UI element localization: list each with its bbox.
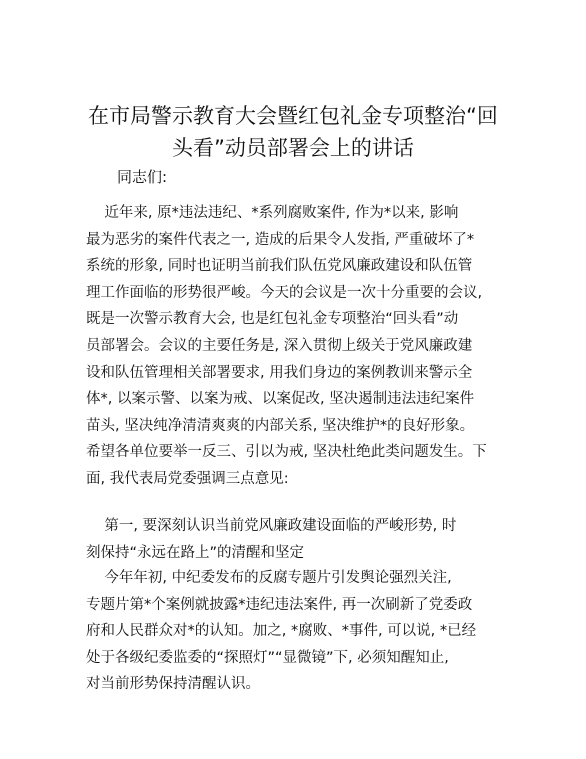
title-line: 头看”动员部署会上的讲话	[172, 136, 414, 160]
text-line: 处于各级纪委监委的“探照灯”“显微镜”下, 必须知醒知止,	[86, 649, 449, 666]
text-line: 希望各单位要举一反三、引以为戒, 坚决杜绝此类问题发生。下	[86, 444, 487, 461]
paragraph-section-body	[86, 565, 506, 698]
text-line: 对当前形势保持清醒认识。	[86, 676, 260, 693]
text-line: 理工作面临的形势很严峻。今天的会议是一次十分重要的会议,	[86, 284, 483, 301]
text-line: 近年来, 原*违法违纪、*系列腐败案件, 作为*以来, 影响	[86, 205, 459, 221]
text-line: 既是一次警示教育大会, 也是红包礼金专项整治“回头看”动	[86, 311, 459, 328]
greeting: 同志们:	[117, 168, 168, 186]
text-line: 面, 我代表局党委强调三点意见:	[86, 470, 289, 487]
text-line: 体*, 以案示警、以案为戒、以案促改, 坚决遏制违法违纪案件	[86, 391, 475, 408]
paragraph-section-heading	[86, 513, 506, 566]
document-title	[70, 100, 516, 164]
text-line: 设和队伍管理相关部署要求, 用我们身边的案例教训来警示全	[86, 364, 473, 381]
text-line: 最为恶劣的案件代表之一, 造成的后果令人发指, 严重破坏了*	[86, 231, 475, 248]
text-line: 员部署会。会议的主要任务是, 深入贯彻上级关于党风廉政建	[86, 337, 473, 354]
text-line: 系统的形象, 同时也证明当前我们队伍党风廉政建设和队伍管	[86, 258, 473, 275]
title-line: 在市局警示教育大会暨红包礼金专项整治“回	[88, 104, 498, 128]
text-line: 苗头, 坚决纯净清清爽爽的内部关系, 坚决维护*的良好形象。	[86, 417, 475, 434]
text-line: 刻保持“永远在路上”的清醒和坚定	[86, 544, 305, 561]
text-line: 今年年初, 中纪委发布的反腐专题片引发舆论强烈关注,	[86, 570, 452, 586]
paragraph-intro	[86, 200, 506, 493]
text-line: 专题片第*个案例就披露*违纪违法案件, 再一次刷新了党委政	[86, 596, 473, 613]
text-line: 府和人民群众对*的认知。加之, *腐败、*事件, 可以说, *已经	[86, 623, 477, 640]
text-line: 第一, 要深刻认识当前党风廉政建设面临的严峻形势, 时	[86, 518, 457, 534]
